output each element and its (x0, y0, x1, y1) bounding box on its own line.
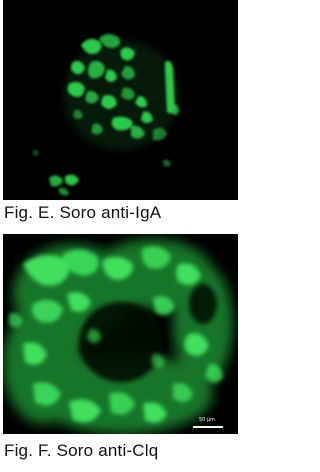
scale-bar (193, 426, 223, 428)
figure-caption-f: Fig. F. Soro anti-Clq (4, 441, 159, 460)
fluorescence-image-e (3, 0, 238, 200)
micrograph-panel-e (3, 0, 238, 200)
micrograph-panel-f (3, 234, 238, 434)
figure-caption-e: Fig. E. Soro anti-IgA (4, 203, 162, 222)
scale-bar-label: 50 µm (199, 417, 216, 423)
fluorescence-image-f (3, 234, 238, 434)
